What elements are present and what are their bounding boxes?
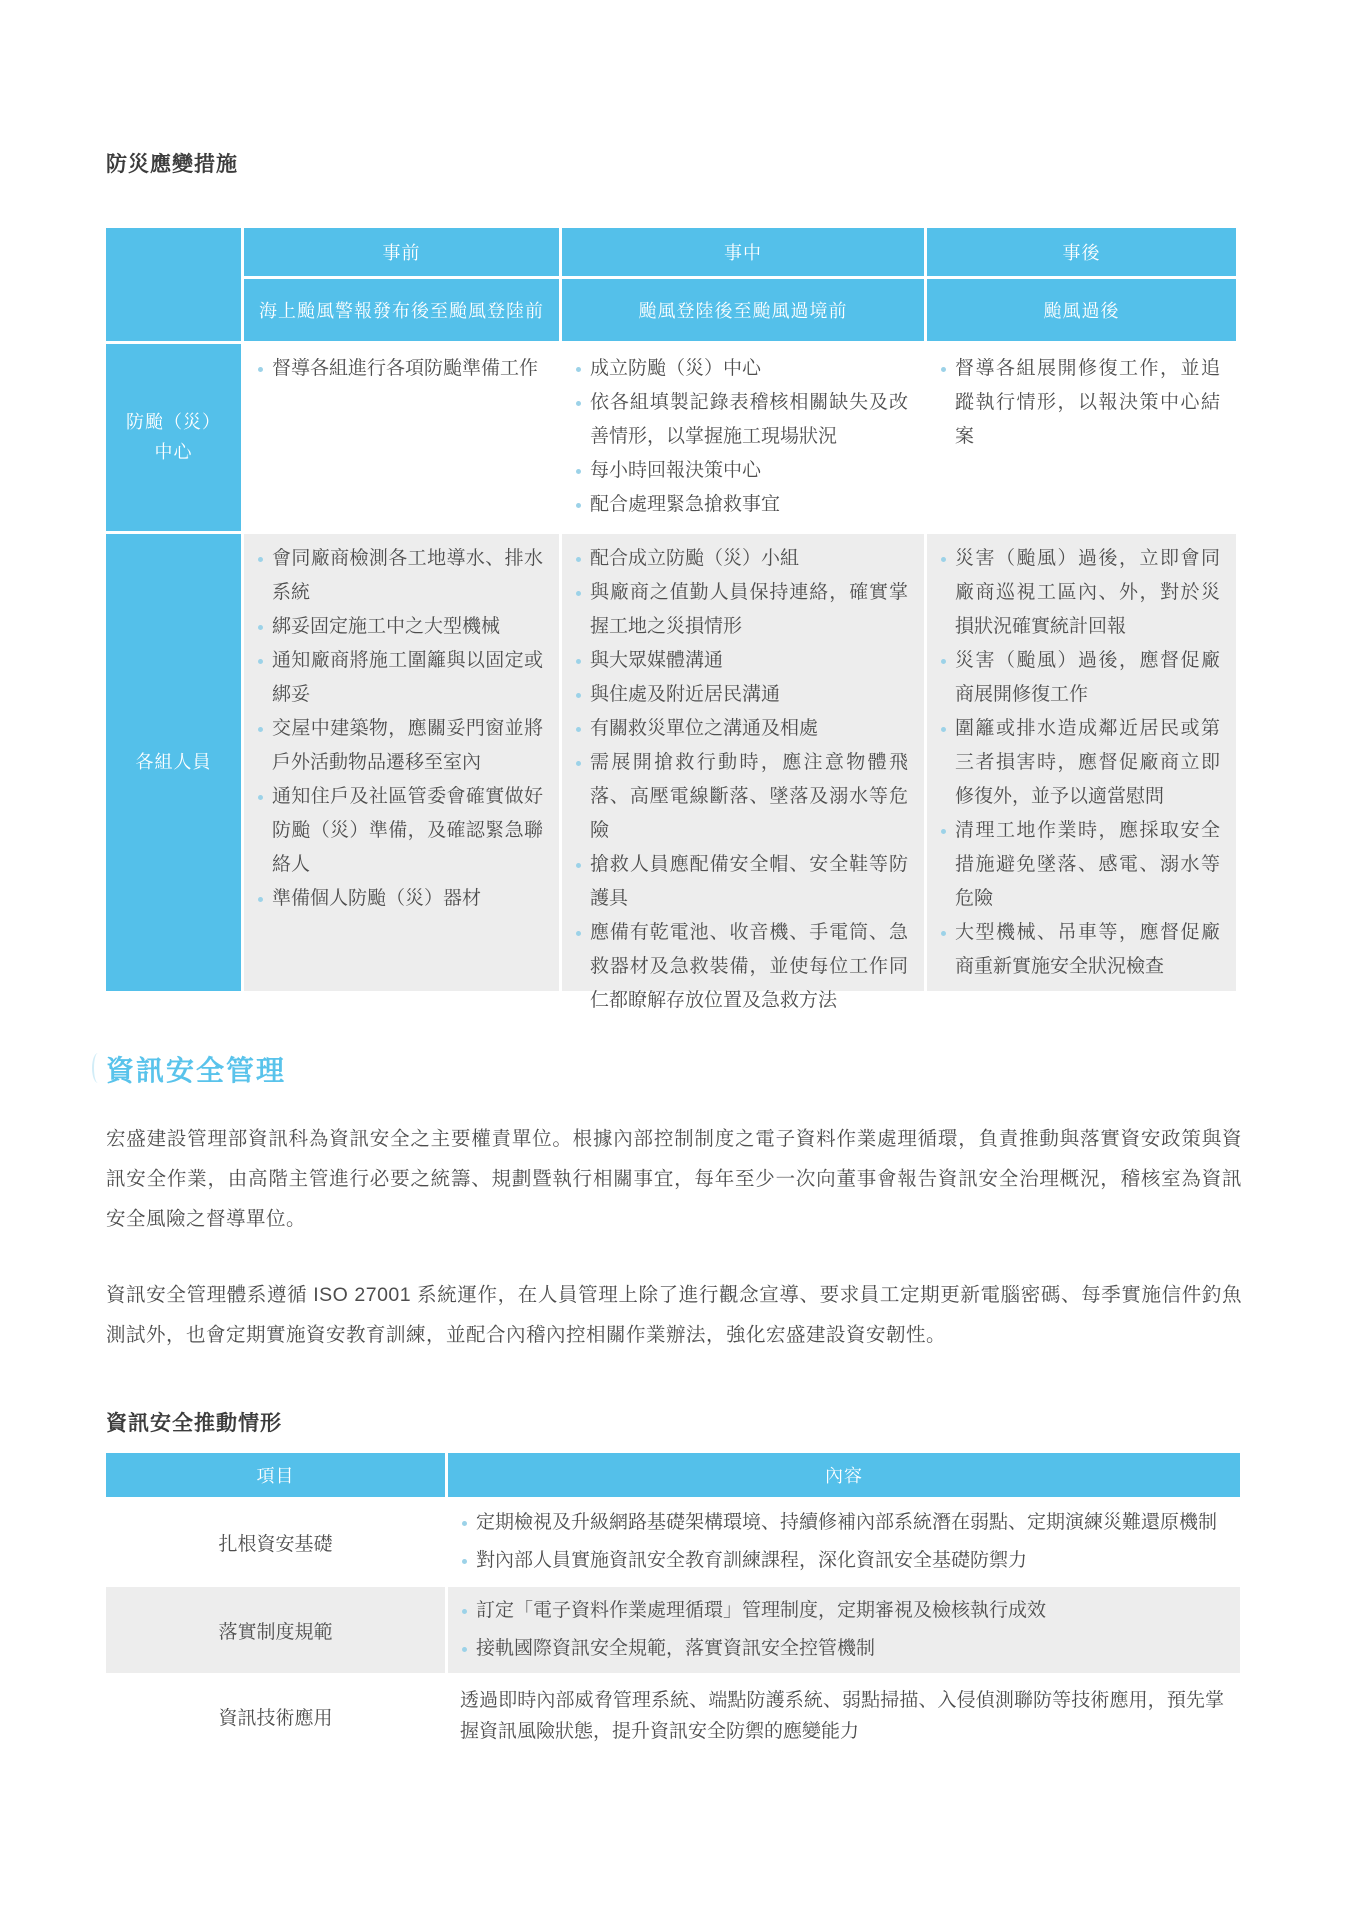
bullet-item xyxy=(570,678,908,712)
bullet-dot xyxy=(576,557,581,562)
info-security-table xyxy=(106,1453,1242,1756)
bullet-text: 圍籬或排水造成鄰近居民或第三者損害時，應督促廠商立即修復外，並予以適當慰問 xyxy=(955,718,1220,807)
bullet-item xyxy=(456,1633,1224,1665)
info-row-text: 透過即時內部威脅管理系統、端點防護系統、弱點掃描、入侵偵測聯防等技術應用，預先掌握資訊風險狀態，提升資訊安全防禦的應變能力 xyxy=(460,1690,1224,1742)
bullet-dot xyxy=(576,591,581,596)
bullet-dot xyxy=(258,897,263,902)
bullet-text: 應備有乾電池、收音機、手電筒、急救器材及急救裝備，並使每位工作同仁都瞭解存放位置及急救方法 xyxy=(590,922,908,1011)
period-header-after: 颱風過後 xyxy=(927,279,1236,341)
period-header-during: 颱風登陸後至颱風過境前 xyxy=(562,279,924,341)
bullet-text: 會同廠商檢測各工地導水、排水系統 xyxy=(272,548,543,603)
bullet-item xyxy=(252,780,543,882)
bullet-text: 通知住戶及社區管委會確實做好防颱（災）準備，及確認緊急聯絡人 xyxy=(272,786,543,875)
bullet-item xyxy=(570,576,908,644)
bullet-dot xyxy=(576,503,581,508)
bullet-item xyxy=(935,916,1220,984)
bullet-text: 通知廠商將施工圍籬與以固定或綁妥 xyxy=(272,650,543,705)
row-label-center: 防颱（災）中心 xyxy=(106,344,241,531)
bullet-dot xyxy=(462,1559,467,1564)
center-pre-cell xyxy=(244,344,559,531)
info-row-content-technology xyxy=(448,1676,1240,1756)
info-header-item: 項目 xyxy=(106,1453,445,1497)
bullet-dot xyxy=(576,931,581,936)
bullet-item xyxy=(935,712,1220,814)
bullet-item xyxy=(935,542,1220,644)
bullet-text: 災害（颱風）過後，應督促廠商展開修復工作 xyxy=(955,650,1220,705)
bullet-item xyxy=(570,386,908,454)
bullet-item xyxy=(456,1507,1224,1539)
info-row-content-foundation xyxy=(448,1500,1240,1584)
bullet-dot xyxy=(576,693,581,698)
paragraph-1: 宏盛建設管理部資訊科為資訊安全之主要權責單位。根據內部控制制度之電子資料作業處理循環，負責推動與落實資安政策與資訊安全作業，由高階主管進行必要之統籌、規劃暨執行相關事宜，每年至少一次向董事會報告資訊安全治理概況，稽核室為資訊安全風險之督導單位。 xyxy=(106,1128,1242,1230)
bullet-text: 定期檢視及升級網路基礎架構環境、持續修補內部系統潛在弱點、定期演練災難還原機制 xyxy=(476,1512,1218,1533)
section-title: 資訊安全管理 xyxy=(106,1055,287,1086)
bullet-dot xyxy=(258,625,263,630)
section-decoration xyxy=(92,1053,104,1083)
center-after-cell xyxy=(927,344,1236,531)
bullet-dot xyxy=(576,401,581,406)
disaster-response-table xyxy=(106,228,1242,1011)
bullet-item xyxy=(570,454,908,488)
bullet-text: 災害（颱風）過後，立即會同廠商巡視工區內、外，對於災損狀況確實統計回報 xyxy=(955,548,1220,637)
bullet-item xyxy=(252,542,543,610)
bullet-text: 成立防颱（災）中心 xyxy=(590,358,762,379)
bullet-dot xyxy=(258,557,263,562)
bullet-text: 準備個人防颱（災）器材 xyxy=(272,888,482,909)
bullet-item xyxy=(570,352,908,386)
bullet-text: 對內部人員實施資訊安全教育訓練課程，深化資訊安全基礎防禦力 xyxy=(476,1550,1028,1571)
bullet-text: 配合成立防颱（災）小組 xyxy=(590,548,800,569)
bullet-text: 接軌國際資訊安全規範，落實資訊安全控管機制 xyxy=(476,1638,876,1659)
bullet-dot xyxy=(576,863,581,868)
info-table-title: 資訊安全推動情形 xyxy=(106,1412,282,1435)
bullet-item xyxy=(570,916,908,1018)
period-header-before: 海上颱風警報發布後至颱風登陸前 xyxy=(244,279,559,341)
bullet-dot xyxy=(462,1609,467,1614)
corner-cell xyxy=(106,228,241,341)
bullet-text: 綁妥固定施工中之大型機械 xyxy=(272,616,501,637)
bullet-text: 督導各組展開修復工作，並追蹤執行情形，以報決策中心結案 xyxy=(955,358,1220,447)
phase-header-after: 事後 xyxy=(927,228,1236,276)
bullet-item xyxy=(570,848,908,916)
bullet-dot xyxy=(258,727,263,732)
disaster-table-title: 防災應變措施 xyxy=(106,153,238,176)
members-after-cell xyxy=(927,534,1236,991)
bullet-dot xyxy=(462,1647,467,1652)
phase-header-during: 事中 xyxy=(562,228,924,276)
info-header-content: 內容 xyxy=(448,1453,1240,1497)
bullet-text: 清理工地作業時，應採取安全措施避免墜落、感電、溺水等危險 xyxy=(955,820,1220,909)
bullet-item xyxy=(252,712,543,780)
bullet-dot xyxy=(941,829,946,834)
center-during-cell xyxy=(562,344,924,531)
bullet-dot xyxy=(941,727,946,732)
bullet-item xyxy=(252,882,543,916)
bullet-dot xyxy=(258,659,263,664)
bullet-text: 依各組填製記錄表稽核相關缺失及改善情形，以掌握施工現場狀況 xyxy=(590,392,908,447)
bullet-item xyxy=(252,352,543,386)
bullet-dot xyxy=(576,727,581,732)
bullet-item xyxy=(456,1545,1224,1577)
bullet-dot xyxy=(462,1521,467,1526)
paragraph-2: 資訊安全管理體系遵循 ISO 27001 系統運作，在人員管理上除了進行觀念宣導、要求員工定期更新電腦密碼、每季實施信件釣魚測試外，也會定期實施資安教育訓練，並配合內稽內控相關作業辦法，強化宏盛建設資安韌性。 xyxy=(106,1284,1242,1346)
info-row-label-foundation: 扎根資安基礎 xyxy=(106,1500,445,1584)
members-during-cell xyxy=(562,534,924,1011)
bullet-item xyxy=(570,644,908,678)
bullet-text: 與廠商之值勤人員保持連絡，確實掌握工地之災損情形 xyxy=(590,582,908,637)
bullet-text: 訂定「電子資料作業處理循環」管理制度，定期審視及檢核執行成效 xyxy=(476,1600,1047,1621)
bullet-item xyxy=(570,746,908,848)
bullet-text: 與大眾媒體溝通 xyxy=(590,650,724,671)
bullet-dot xyxy=(576,659,581,664)
bullet-dot xyxy=(576,469,581,474)
bullet-item xyxy=(935,814,1220,916)
bullet-dot xyxy=(941,659,946,664)
bullet-item xyxy=(570,542,908,576)
bullet-text: 配合處理緊急搶救事宜 xyxy=(590,494,781,515)
bullet-item xyxy=(252,644,543,712)
bullet-dot xyxy=(941,557,946,562)
bullet-dot xyxy=(258,795,263,800)
bullet-item xyxy=(935,352,1220,454)
bullet-text: 督導各組進行各項防颱準備工作 xyxy=(272,358,539,379)
phase-header-before: 事前 xyxy=(244,228,559,276)
bullet-dot xyxy=(576,367,581,372)
bullet-text: 每小時回報決策中心 xyxy=(590,460,762,481)
bullet-text: 有關救災單位之溝通及相處 xyxy=(590,718,819,739)
row-label-members: 各組人員 xyxy=(106,534,241,991)
bullet-dot xyxy=(576,761,581,766)
info-row-label-technology: 資訊技術應用 xyxy=(106,1676,445,1756)
bullet-item xyxy=(252,610,543,644)
bullet-dot xyxy=(941,367,946,372)
members-pre-cell xyxy=(244,534,559,991)
info-security-section-header xyxy=(106,1049,1242,1089)
bullet-text: 需展開搶救行動時，應注意物體飛落、高壓電線斷落、墜落及溺水等危險 xyxy=(590,752,908,841)
bullet-dot xyxy=(258,367,263,372)
bullet-item xyxy=(570,712,908,746)
bullet-item xyxy=(570,488,908,522)
bullet-item xyxy=(456,1595,1224,1627)
bullet-text: 交屋中建築物，應關妥門窗並將戶外活動物品遷移至室內 xyxy=(272,718,543,773)
bullet-dot xyxy=(941,931,946,936)
bullet-text: 搶救人員應配備安全帽、安全鞋等防護具 xyxy=(590,854,908,909)
bullet-text: 與住處及附近居民溝通 xyxy=(590,684,781,705)
info-row-content-regulation xyxy=(448,1587,1240,1673)
bullet-text: 大型機械、吊車等，應督促廠商重新實施安全狀況檢查 xyxy=(955,922,1220,977)
bullet-item xyxy=(935,644,1220,712)
info-row-label-regulation: 落實制度規範 xyxy=(106,1587,445,1673)
